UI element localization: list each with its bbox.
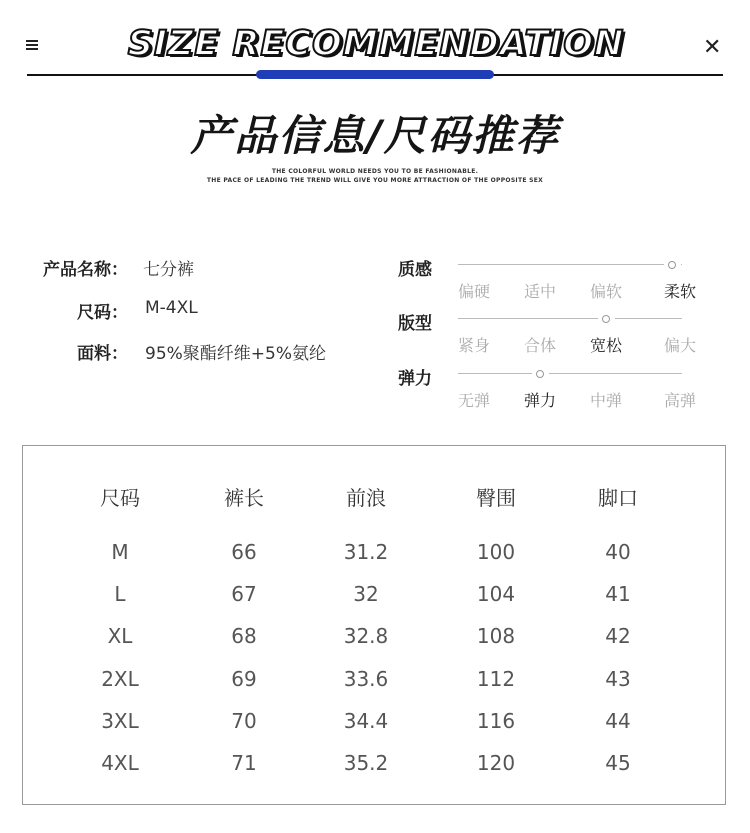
table-cell: 40 bbox=[605, 540, 631, 564]
scale-marker bbox=[536, 370, 544, 378]
scale-option: 宽松 bbox=[589, 336, 622, 355]
material-value: 95%聚酯纤维+5%氨纶 bbox=[145, 344, 326, 364]
table-cell: 70 bbox=[231, 708, 257, 733]
table-cell: 4XL bbox=[101, 751, 139, 775]
scale-option: 偏大 bbox=[663, 336, 696, 355]
scale-line bbox=[458, 373, 532, 374]
table-header: 臀围 bbox=[476, 486, 516, 510]
product-name-value: 七分裤 bbox=[143, 260, 194, 280]
table-cell: 71 bbox=[231, 751, 257, 775]
table-cell: 104 bbox=[476, 582, 516, 607]
table-cell: 116 bbox=[476, 708, 516, 733]
table-cell: 32 bbox=[353, 582, 379, 607]
table-cell: 32.8 bbox=[343, 624, 389, 649]
attribute-label: 弹力 bbox=[398, 369, 432, 389]
close-icon[interactable]: ✕ bbox=[703, 35, 722, 60]
table-cell: 112 bbox=[476, 666, 516, 691]
scale-option: 适中 bbox=[523, 282, 556, 301]
product-name-label: 产品名称： bbox=[43, 260, 128, 280]
scale-option: 柔软 bbox=[663, 282, 696, 301]
scale-option: 合体 bbox=[523, 336, 556, 355]
table-header: 脚口 bbox=[598, 486, 638, 510]
size-label: 尺码： bbox=[77, 303, 128, 323]
table-cell: 68 bbox=[231, 624, 257, 649]
scale-option: 偏硬 bbox=[457, 282, 490, 301]
tagline-2: THE PACE OF LEADING THE TREND WILL GIVE YOU MORE ATTRACTION OF THE OPPOSITE SEX bbox=[206, 177, 544, 184]
table-header: 尺码 bbox=[100, 486, 140, 510]
table-cell: 44 bbox=[605, 708, 631, 733]
scale-marker bbox=[602, 315, 610, 323]
scale-line bbox=[681, 264, 682, 265]
menu-icon[interactable] bbox=[26, 38, 40, 52]
table-cell: 43 bbox=[605, 666, 631, 691]
table-cell: 66 bbox=[231, 540, 257, 564]
table-cell: 45 bbox=[605, 751, 631, 775]
size-value: M-4XL bbox=[145, 298, 198, 318]
table-cell: 69 bbox=[231, 666, 257, 691]
scale-line bbox=[549, 373, 682, 374]
table-cell: 34.4 bbox=[343, 708, 389, 733]
scale-line bbox=[615, 318, 682, 319]
table-cell: 120 bbox=[476, 751, 516, 775]
attribute-label: 版型 bbox=[398, 314, 432, 334]
table-header: 裤长 bbox=[224, 486, 264, 510]
table-cell: 35.2 bbox=[343, 751, 389, 775]
table-header: 前浪 bbox=[346, 486, 386, 510]
scale-option: 高弹 bbox=[663, 391, 696, 410]
table-cell: 33.6 bbox=[343, 666, 389, 691]
table-cell: 41 bbox=[605, 582, 631, 607]
table-cell: 67 bbox=[231, 582, 257, 607]
scale-marker bbox=[668, 261, 676, 269]
header-accent-bar bbox=[256, 70, 494, 79]
table-cell: 31.2 bbox=[343, 540, 389, 564]
table-cell: 108 bbox=[476, 624, 516, 649]
table-cell: 2XL bbox=[101, 666, 139, 691]
tagline-1: THE COLORFUL WORLD NEEDS YOU TO BE FASHIONABLE. bbox=[271, 168, 479, 175]
attribute-label: 质感 bbox=[398, 260, 432, 280]
table-cell: XL bbox=[107, 624, 133, 649]
scale-option: 弹力 bbox=[523, 391, 556, 410]
page-title: 产品信息/尺码推荐 bbox=[190, 111, 560, 160]
scale-line bbox=[458, 264, 664, 265]
table-cell: 100 bbox=[476, 540, 516, 564]
material-label: 面料： bbox=[77, 344, 128, 364]
table-cell: L bbox=[114, 582, 126, 607]
scale-option: 紧身 bbox=[457, 336, 490, 355]
table-cell: 3XL bbox=[101, 708, 139, 733]
table-cell: 42 bbox=[605, 624, 631, 649]
scale-option: 无弹 bbox=[457, 391, 490, 410]
table-cell: M bbox=[111, 540, 129, 564]
scale-line bbox=[458, 318, 598, 319]
scale-option: 偏软 bbox=[589, 282, 622, 301]
banner-title: SIZE RECOMMENDATION bbox=[127, 24, 625, 64]
scale-option: 中弹 bbox=[589, 391, 622, 410]
